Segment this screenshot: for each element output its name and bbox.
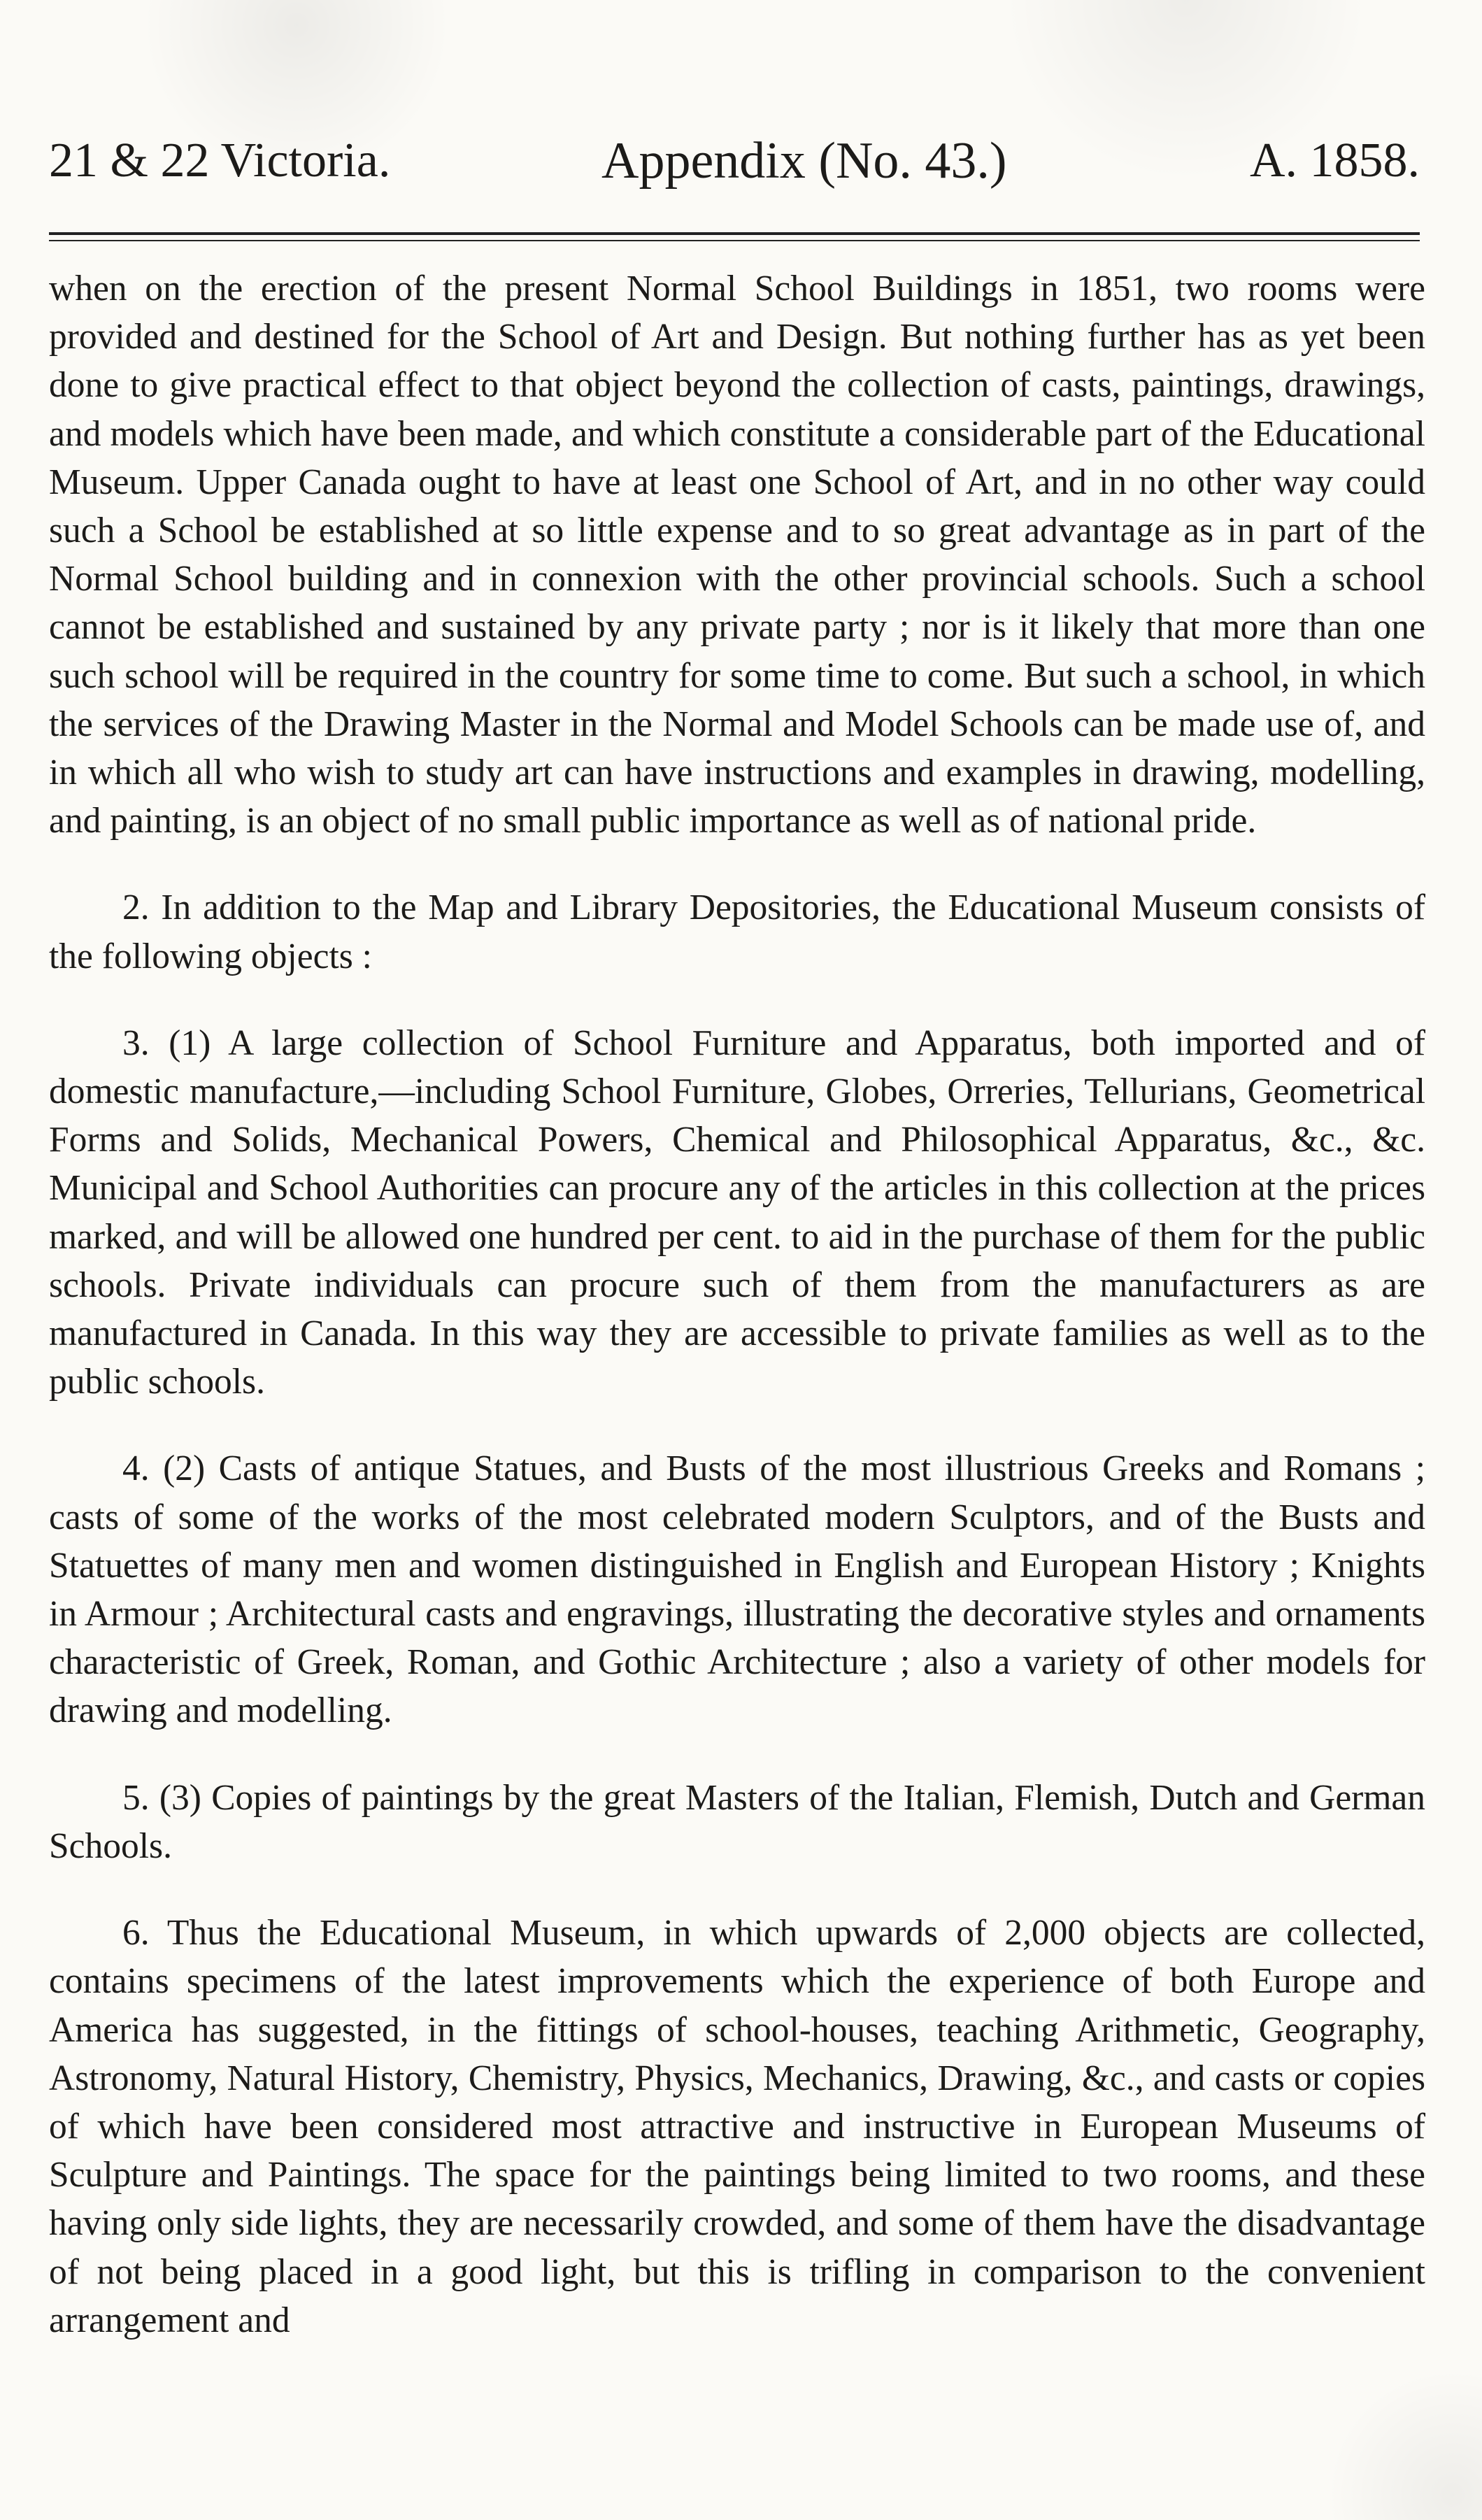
paragraph-gap (49, 1406, 1425, 1444)
paragraph-gap (49, 981, 1425, 1019)
header-appendix: Appendix (No. 43.) (601, 132, 1007, 190)
header-session: 21 & 22 Victoria. (49, 134, 391, 187)
paragraph-5: 5. (3) Copies of paintings by the great Masters of the Italian, Flemish, Dutch and German Schools. (49, 1777, 1425, 1866)
header-rule-thick (49, 232, 1420, 235)
paragraph-3: 3. (1) A large collection of School Furniture and Apparatus, both imported and of domestic manufacture,—including School Furniture, Globes, Orreries, Tellurians, Geometrical Forms and Solids, Mechanical Powers, Chemical and Philosophical Apparatus, &c., &c. Municipal and School Authorities can procure any of the articles in this collection at the prices marked, and will be allowed one hundred per cent. to aid in the purchase of them for the public schools. Private individuals can procure such of them from the manufacturers as are manufactured in Canada. In this way they are accessible to private families as well as to the public schools. (49, 1023, 1425, 1402)
paragraph-6: 6. Thus the Educational Museum, in which upwards of 2,000 objects are collected, contains specimens of the latest improvements which the experience of both Europe and America has suggested, in the fittings of school-houses, teaching Arithmetic, Geography, Astronomy, Natural History, Chemistry, Physics, Mechanics, Drawing, &c., and casts or copies of which have been considered most attractive and instructive in European Museums of Sculpture and Paintings. The space for the paintings being limited to two rooms, and these having only side lights, they are necessarily crowded, and some of them have the disadvantage of not being placed in a good light, but this is trifling in comparison to the convenient arrangement and (49, 1913, 1425, 2340)
header-rule-thin (49, 240, 1420, 241)
paragraph-continued: when on the erection of the present Normal School Buildings in 1851, two rooms were provided and destined for the School of Art and Design. But nothing further has as yet been done to give practical effect to that object beyond the collection of casts, paintings, drawings, and models which have been made, and which constitute a considerable part of the Educational Museum. Upper Canada ought to have at least one School of Art, and in no other way could such a School be established at so little expense and to so great advantage as in part of the Normal School building and in connexion with the other provincial schools. Such a school cannot be established and sustained by any private party ; nor is it likely that more than one such school will be required in the country for some time to come. But such a school, in which the services of the Drawing Master in the Normal and Model Schools can be made use of, and in which all who wish to study art can have instructions and examples in drawing, modelling, and painting, is an object of no small public importance as well as of national pride. (49, 269, 1425, 841)
paragraph-4: 4. (2) Casts of antique Statues, and Busts of the most illustrious Greeks and Romans ; casts of some of the works of the most celebrated modern Sculptors, and of the Busts and Statuettes of many men and women distinguished in English and European History ; Knights in Armour ; Architectural casts and engravings, illustrating the decorative styles and ornaments characteristic of Greek, Roman, and Gothic Architecture ; also a variety of other models for drawing and modelling. (49, 1448, 1425, 1731)
header-year: A. 1858. (1249, 134, 1420, 187)
paragraph-gap (49, 845, 1425, 883)
body-text (49, 264, 1425, 2344)
paragraph-gap (49, 1735, 1425, 1774)
paragraph-gap (49, 1870, 1425, 1909)
page-header (49, 129, 1420, 192)
paragraph-2: 2. In addition to the Map and Library Depositories, the Educational Museum consists of the following objects : (49, 888, 1425, 976)
